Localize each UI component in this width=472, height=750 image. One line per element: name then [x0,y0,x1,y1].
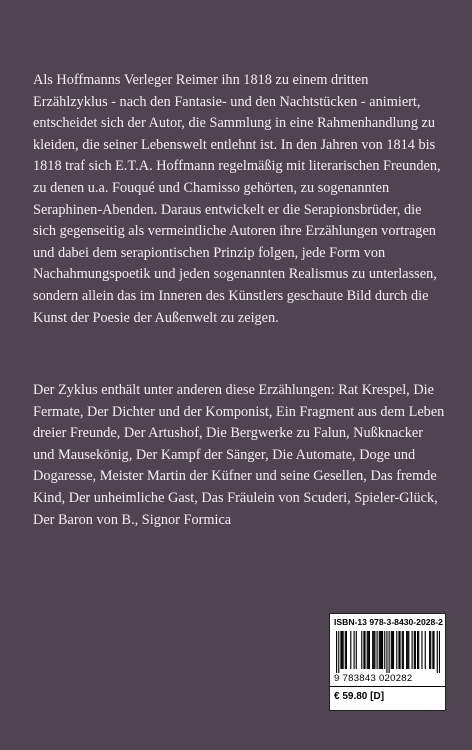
barcode-bar [437,631,438,673]
barcode-bar [341,631,342,669]
barcode-bar [382,631,383,669]
blurb-paragraph-2: Der Zyklus enthält unter anderen diese Erzählungen: Rat Krespel, Die Fermate, Der Dichter und der Komponist, Ein Fragment aus dem Leben dreier Freunde, Der Artushof, Die Bergwerke zu Falun, Nußknacker und Mausekönig, Der Kampf der Sänger, Die Automate, Doge und Dogaresse, Meister Martin der Küfner und seine Gesellen, Das fremde Kind, Der unheimliche Gast, Das Fräulein von Scuderi, Spieler-Glück, Der Baron von B., Signor Formica [33,382,445,528]
barcode-bar [367,631,368,669]
barcode-bar [393,631,394,669]
barcode-bar [398,631,399,669]
price-label: € 59.80 [D] [334,691,385,702]
barcode-bar [380,631,381,669]
barcode-bar [417,631,418,669]
barcode-bar [384,631,385,669]
price-divider [330,686,445,687]
barcode-bar [386,631,387,673]
isbn-barcode-box [329,613,446,711]
barcode-bar [421,631,422,669]
barcode-bar [391,631,392,669]
barcode-bar [406,631,407,669]
barcode-bar [345,631,346,669]
barcode-bar [392,631,393,669]
barcode-bar [374,631,375,669]
barcode-bar [389,631,390,673]
barcode-bar [377,631,378,669]
barcode-bar [369,631,370,669]
barcode-bar [356,631,357,669]
blurb-paragraph-1: Als Hoffmanns Verleger Reimer ihn 1818 zu einem dritten Erzählzyklus - nach den Fantasie- und den Nachtstücken - animiert, entscheidet sich der Autor, die Sammlung in eine Rahmenhandlung zu kleiden, die seiner Lebenswelt entlehnt ist. In den Jahren von 1814 bis 1818 traf sich E.T.A. Hoffmann regelmäßig mit literarischen Freunden, zu denen u.a. Fouqué und Chamisso gehörten, zu sogenannten Seraphinen-Abenden. Daraus entwickelt er die Serapionsbrüder, die sich gegenseitig als vermeintliche Autoren ihre Erzählungen vortragen und dabei dem serapiontischen Prinzip folgen, jede Form von Nachahmungspoetik und jeden sogenannten Realismus zu unterlassen, sondern allein das im Inneren des Künstlers geschaute Bild durch die Kunst der Poesie der Außenwelt zu zeigen. [33,72,441,326]
barcode-bar [418,631,419,669]
barcode-bar [432,631,433,669]
barcode-bar [373,631,374,669]
barcode-bar [372,631,373,669]
barcode-bar [363,631,364,669]
barcode-bar [381,631,382,669]
barcode-bar [408,631,409,669]
barcode-bars [336,631,440,673]
barcode-bar [425,631,426,669]
barcode-bar [350,631,351,669]
barcode-bar [336,631,337,673]
barcode-bar [429,631,430,669]
isbn-label: ISBN-13 978-3-8430-2028-2 [334,617,443,627]
barcode-bar [354,631,355,669]
barcode-bar [346,631,347,669]
ean-digits: 9 783843 020282 [334,673,413,684]
barcode-bar [433,631,434,669]
barcode-bar [403,631,404,669]
barcode-bar [340,631,341,669]
barcode-bar [412,631,413,669]
barcode-bar [407,631,408,669]
barcode-bar [439,631,440,673]
barcode-bar [414,631,415,669]
barcode-bar [364,631,365,669]
barcode-bar [415,631,416,669]
barcode-bar [402,631,403,669]
barcode-bar [399,631,400,669]
barcode-bar [338,631,339,673]
barcode-bar [361,631,362,669]
barcode-bar [343,631,344,669]
barcode-bar [379,631,380,669]
barcode-bar [368,631,369,669]
barcode-bar [396,631,397,669]
barcode-bar [430,631,431,669]
